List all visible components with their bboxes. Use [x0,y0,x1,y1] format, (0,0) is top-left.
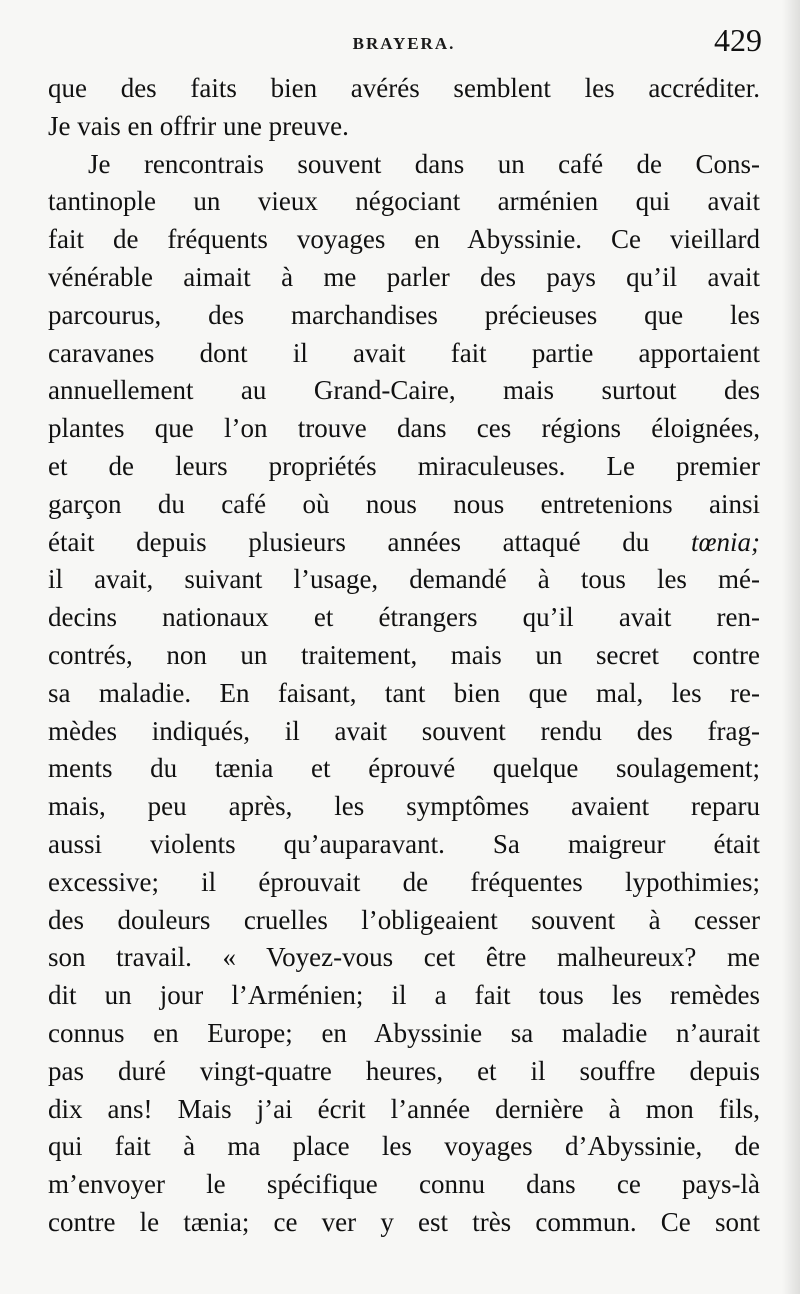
text-line: connus en Europe; en Abyssinie sa maladie n’aurait [48,1017,760,1048]
text-line: Je vais en offrir une preuve. [48,110,349,141]
text-line: ments du tænia et éprouvé quelque soulagement; [48,753,760,784]
text-line: sa maladie. En faisant, tant bien que mal, les re- [48,677,760,708]
text-line: aussi violents qu’auparavant. Sa maigreur était [48,828,760,859]
text-line: pas duré vingt-quatre heures, et il souffre depuis [48,1055,760,1086]
text-line: tantinople un vieux négociant arménien qui avait [48,186,760,217]
text-line: caravanes dont il avait fait partie apportaient [48,337,760,368]
text-line: excessive; il éprouvait de fréquentes lypothimies; [48,866,760,897]
text-line: plantes que l’on trouve dans ces régions éloignées, [48,413,760,444]
body-text [48,70,760,1242]
text-line: que des faits bien avérés semblent les accréditer. [48,73,760,103]
text-line: et de leurs propriétés miraculeuses. Le premier [48,450,760,481]
text-line: mèdes indiqués, il avait souvent rendu des frag- [48,715,760,746]
text-line: qui fait à ma place les voyages d’Abyssinie, de [48,1131,760,1162]
text-line: parcourus, des marchandises précieuses que les [48,299,760,330]
text-segment: était depuis plusieurs années attaqué du [48,526,650,557]
text-line: garçon du café où nous nous entretenions ainsi [48,488,760,519]
text-line: des douleurs cruelles l’obligeaient souvent à cesser [48,904,760,935]
text-line: m’envoyer le spécifique connu dans ce pays-là [48,1169,760,1200]
text-line-with-italic [48,524,760,562]
italic-term: tœnia; [690,526,760,557]
text-line: decins nationaux et étrangers qu’il avait ren- [48,602,760,633]
text-line: contre le tænia; ce ver y est très commun. Ce sont [48,1206,760,1237]
text-line: mais, peu après, les symptômes avaient reparu [48,791,760,822]
text-line: il avait, suivant l’usage, demandé à tous les mé- [48,564,760,595]
page-number: 429 [714,22,762,58]
text-line: Je rencontrais souvent dans un café de Cons- [88,148,760,179]
text-line: contrés, non un traitement, mais un secret contre [48,639,760,670]
text-line: fait de fréquents voyages en Abyssinie. Ce vieillard [48,224,760,255]
page-edge-shadow [782,0,800,1294]
text-line: dix ans! Mais j’ai écrit l’année dernière à mon fils, [48,1093,760,1124]
page-header [48,22,762,68]
text-line: vénérable aimait à me parler des pays qu’il avait [48,261,760,292]
text-line: annuellement au Grand-Caire, mais surtout des [48,375,760,406]
running-head: BRAYERA. [352,34,456,53]
text-line: son travail. « Voyez-vous cet être malheureux? me [48,942,760,973]
text-line: dit un jour l’Arménien; il a fait tous les remèdes [48,980,760,1011]
